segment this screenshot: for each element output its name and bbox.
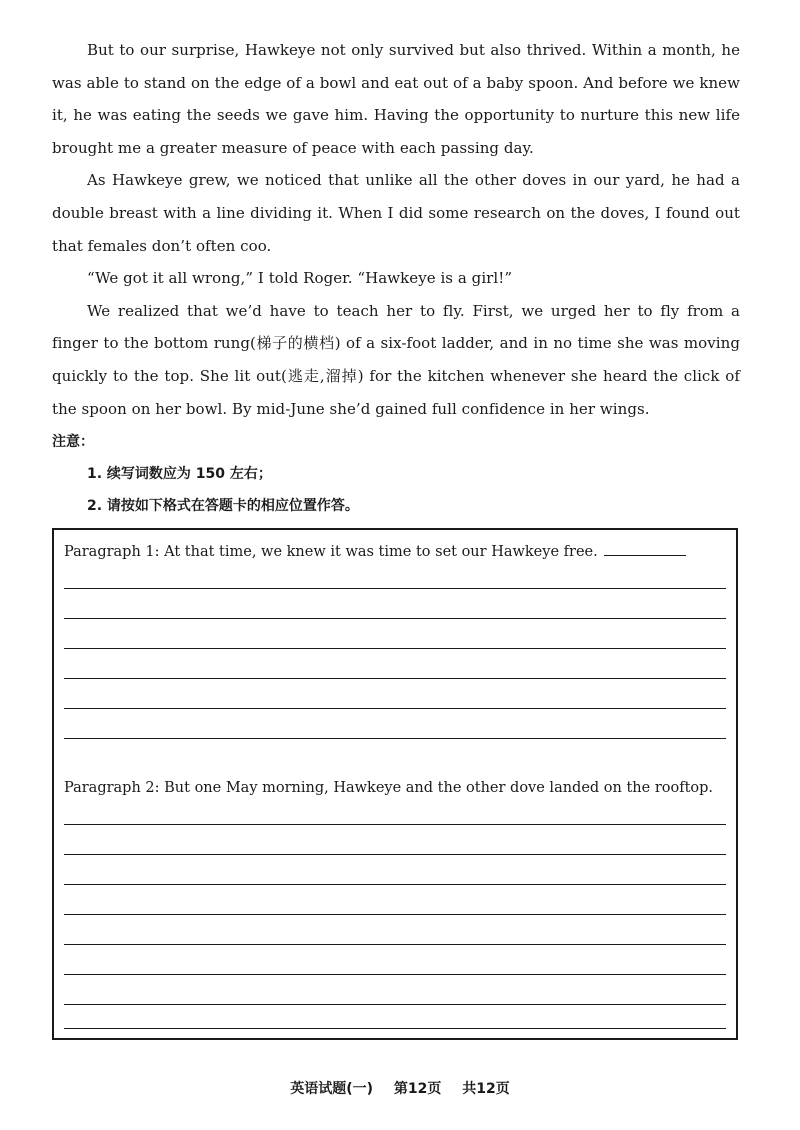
story-paragraph-4: We realized that we’d have to teach her to fly. First, we urged her to fly from a finger to the bottom rung(梯子的横档) of a six-foot ladder, and in no time she was moving quickly to the top. She lit out(逃走,溜掉) for the kitchen whenever she heard the click of the spoon on her bowl. By mid-June she’d gained full confidence in her wings. (52, 301, 740, 418)
writing-line[interactable] (64, 914, 726, 915)
story-paragraph-1: But to our surprise, Hawkeye not only survived but also thrived. Within a month, he was able to stand on the edge of a bowl and eat out of a baby spoon. And before we knew it, he was eating the seeds we gave him. Having the opportunity to nurture this new life brought me a greater measure of peace with each passing day. (52, 41, 740, 157)
writing-line[interactable] (64, 974, 726, 975)
instruction-item-1: 1. 续写词数应为 150 左右； (87, 466, 272, 482)
footer-page-number: 第12页 (393, 1081, 442, 1097)
story-paragraph-2: As Hawkeye grew, we noticed that unlike all the other doves in our yard, he had a double breast with a line dividing it. When I did some research on the doves, I found out that females don’t often coo. (52, 171, 740, 255)
paragraph-2-prompt-row (64, 776, 728, 800)
writing-line[interactable] (64, 1004, 726, 1005)
answer-box (52, 528, 738, 1040)
instruction-item-2: 2. 请按如下格式在答题卡的相应位置作答。 (87, 498, 359, 514)
writing-line[interactable] (64, 1028, 726, 1029)
story-paragraph-3: “We got it all wrong,” I told Roger. “Hawkeye is a girl!” (87, 269, 513, 288)
page-footer (0, 1077, 800, 1101)
writing-line[interactable] (64, 588, 726, 589)
story-text (52, 34, 740, 425)
paragraph-1-first-blank[interactable] (604, 541, 686, 556)
footer-total-pages: 共12页 (462, 1081, 510, 1097)
writing-line[interactable] (64, 944, 726, 945)
writing-line[interactable] (64, 738, 726, 739)
footer-subject: 英语试题(一) (290, 1081, 374, 1097)
writing-line[interactable] (64, 618, 726, 619)
writing-line[interactable] (64, 854, 726, 855)
instructions (52, 426, 740, 522)
writing-line[interactable] (64, 884, 726, 885)
writing-line[interactable] (64, 678, 726, 679)
instructions-title: 注意： (52, 434, 94, 450)
writing-line[interactable] (64, 648, 726, 649)
writing-line[interactable] (64, 824, 726, 825)
paragraph-1-prompt-row (64, 540, 728, 564)
writing-line[interactable] (64, 708, 726, 709)
paragraph-1-prompt: Paragraph 1: At that time, we knew it was time to set our Hawkeye free. (64, 544, 598, 560)
paragraph-2-prompt: Paragraph 2: But one May morning, Hawkeye and the other dove landed on the rooftop. (64, 780, 714, 796)
